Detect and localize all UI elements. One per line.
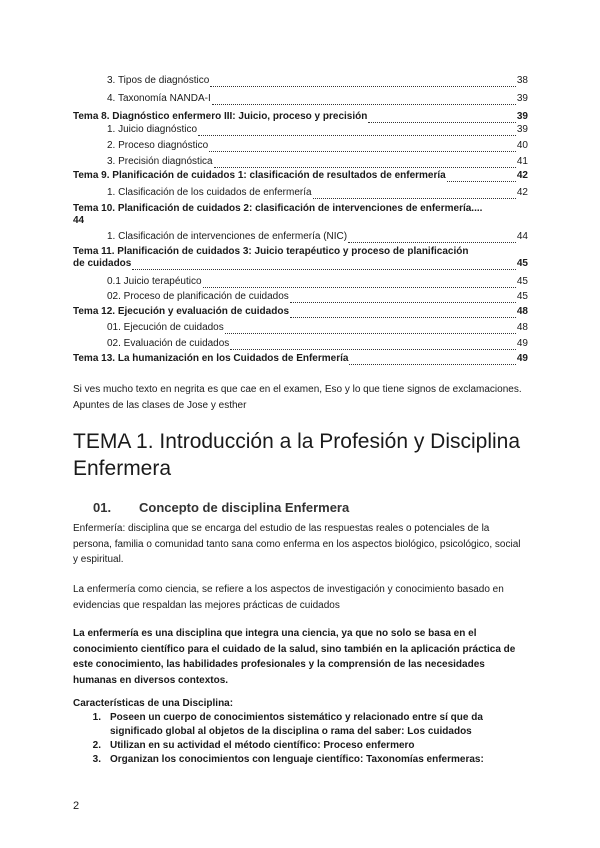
toc-entry-page: 48: [516, 306, 528, 317]
toc-entry-page: 41: [516, 156, 528, 167]
toc-leader: [349, 355, 515, 365]
list-item-text: Poseen un cuerpo de conocimientos sistemático y relacionado entre sí que da significado global al objetos de la disciplina o rama del saber: Los cuidados: [110, 712, 483, 737]
list-item: [73, 711, 533, 739]
toc-entry-text: Tema 11. Planificación de cuidados 3: Juicio terapéutico y proceso de planificación: [73, 246, 469, 257]
toc-entry-text: 4. Taxonomía NANDA-I: [107, 93, 211, 104]
toc-entry[interactable]: [107, 187, 528, 199]
characteristics-list: [73, 711, 533, 767]
toc-leader: [290, 293, 516, 303]
toc-entry-text: Tema 9. Planificación de cuidados 1: clasificación de resultados de enfermería: [73, 170, 446, 181]
chapter-title: TEMA 1. Introducción a la Profesión y Disciplina Enfermera: [73, 430, 521, 480]
toc-chapter-entry[interactable]: [73, 111, 528, 123]
toc-entry[interactable]: [107, 338, 528, 350]
toc-chapter-entry[interactable]: [73, 353, 528, 365]
toc-entry-text: 01. Ejecución de cuidados: [107, 322, 224, 333]
list-item-number: 3.: [92, 754, 101, 765]
toc-entry-text: 1. Clasificación de los cuidados de enfermería: [107, 187, 312, 198]
toc-entry-text: 02. Evaluación de cuidados: [107, 338, 230, 349]
list-item-text: Utilizan en su actividad el método científico: Proceso enfermero: [110, 740, 415, 751]
list-item-number: 2.: [92, 740, 101, 751]
toc-leader: [225, 324, 516, 334]
toc-entry-page: 44: [516, 231, 528, 242]
section-number: 01.: [93, 500, 112, 515]
toc-leader: [198, 126, 516, 136]
toc-entry-page: 44: [73, 215, 85, 226]
toc-entry-text-cont: de cuidados: [73, 258, 132, 269]
toc-entry-text: 1. Juicio diagnóstico: [107, 124, 198, 135]
toc-entry-page: 42: [516, 187, 528, 198]
toc-entry[interactable]: [107, 93, 528, 105]
section-title: Concepto de disciplina Enfermera: [139, 500, 350, 515]
toc-entry-page: 49: [516, 338, 528, 349]
list-item-number: 1.: [92, 712, 101, 723]
toc-entry[interactable]: [107, 291, 528, 303]
toc-leader: [313, 189, 516, 199]
list-item-text: Organizan los conocimientos con lenguaje científico: Taxonomías enfermeras:: [110, 754, 484, 765]
toc-leader: [203, 278, 516, 288]
list-item: [73, 753, 533, 767]
toc-entry[interactable]: [107, 231, 528, 243]
characteristics-title: Características de una Disciplina:: [73, 698, 234, 709]
toc-entry-text: Tema 12. Ejecución y evaluación de cuidados: [73, 306, 290, 317]
toc-leader: [209, 142, 516, 152]
toc-leader: [290, 308, 516, 318]
toc-entry[interactable]: [107, 124, 528, 136]
toc-chapter-entry[interactable]: [73, 306, 528, 318]
toc-chapter-entry[interactable]: [73, 203, 533, 227]
toc-leader: [447, 172, 516, 182]
study-note: Si ves mucho texto en negrita es que cae en el examen, Eso y lo que tiene signos de exclamaciones. Apuntes de las clases de Jose y esther: [73, 384, 522, 411]
toc-entry[interactable]: [107, 75, 528, 87]
toc-entry-page: 42: [516, 170, 528, 181]
toc-leader: [348, 233, 516, 243]
list-item: [73, 739, 533, 753]
toc-entry-page: 49: [516, 353, 528, 364]
toc-leader: [132, 260, 516, 270]
definition-paragraph: Enfermería: disciplina que se encarga del estudio de las respuestas reales o potenciales de la persona, familia o comunidad tanto sana como enferma en los aspectos biológico, psicológico, social y espiritual.: [73, 523, 521, 565]
toc-leader: [212, 95, 516, 105]
toc-entry-page: 39: [516, 111, 528, 122]
toc-entry-text: Tema 10. Planificación de cuidados 2: clasificación de intervenciones de enfermería....: [73, 203, 483, 214]
toc-entry-text: 0.1 Juicio terapéutico: [107, 276, 202, 287]
toc-entry[interactable]: [107, 276, 528, 288]
toc-leader: [214, 158, 516, 168]
toc-entry-page: 45: [516, 291, 528, 302]
toc-entry-page: 38: [516, 75, 528, 86]
toc-leader: [368, 113, 516, 123]
toc-chapter-entry[interactable]: [73, 170, 528, 182]
toc-entry-text: 3. Tipos de diagnóstico: [107, 75, 210, 86]
science-paragraph: La enfermería como ciencia, se refiere a los aspectos de investigación y conocimiento basado en evidencias que respaldan las mejores prácticas de cuidados: [73, 584, 504, 611]
toc-entry-text: 3. Precisión diagnóstica: [107, 156, 213, 167]
toc-entry-text: Tema 13. La humanización en los Cuidados de Enfermería: [73, 353, 349, 364]
toc-entry[interactable]: [107, 156, 528, 168]
toc-entry-page: 45: [516, 276, 528, 287]
toc-entry[interactable]: [107, 140, 528, 152]
toc-entry[interactable]: [107, 322, 528, 334]
toc-entry-text: 02. Proceso de planificación de cuidados: [107, 291, 289, 302]
discipline-paragraph: La enfermería es una disciplina que integra una ciencia, ya que no solo se basa en el conocimiento científico para el cuidado de la salud, sino también en la aplicación práctica de este conocimiento, las habilidades profesionales y la comprensión de las necesidades humanas en diversos contextos.: [73, 628, 516, 686]
toc-leader: [230, 340, 516, 350]
toc-entry-text: 2. Proceso diagnóstico: [107, 140, 209, 151]
toc-entry-page: 39: [516, 124, 528, 135]
page-number: 2: [73, 800, 80, 812]
section-heading: [93, 500, 349, 516]
toc-entry-page: 40: [516, 140, 528, 151]
toc-entry-page: 48: [516, 322, 528, 333]
toc-chapter-entry[interactable]: [73, 246, 528, 270]
toc-entry-page: 39: [516, 93, 528, 104]
toc-entry-text: 1. Clasificación de intervenciones de enfermería (NIC): [107, 231, 348, 242]
toc-entry-text: Tema 8. Diagnóstico enfermero III: Juicio, proceso y precisión: [73, 111, 368, 122]
toc-leader: [210, 77, 516, 87]
toc-entry-page: 45: [516, 258, 528, 269]
